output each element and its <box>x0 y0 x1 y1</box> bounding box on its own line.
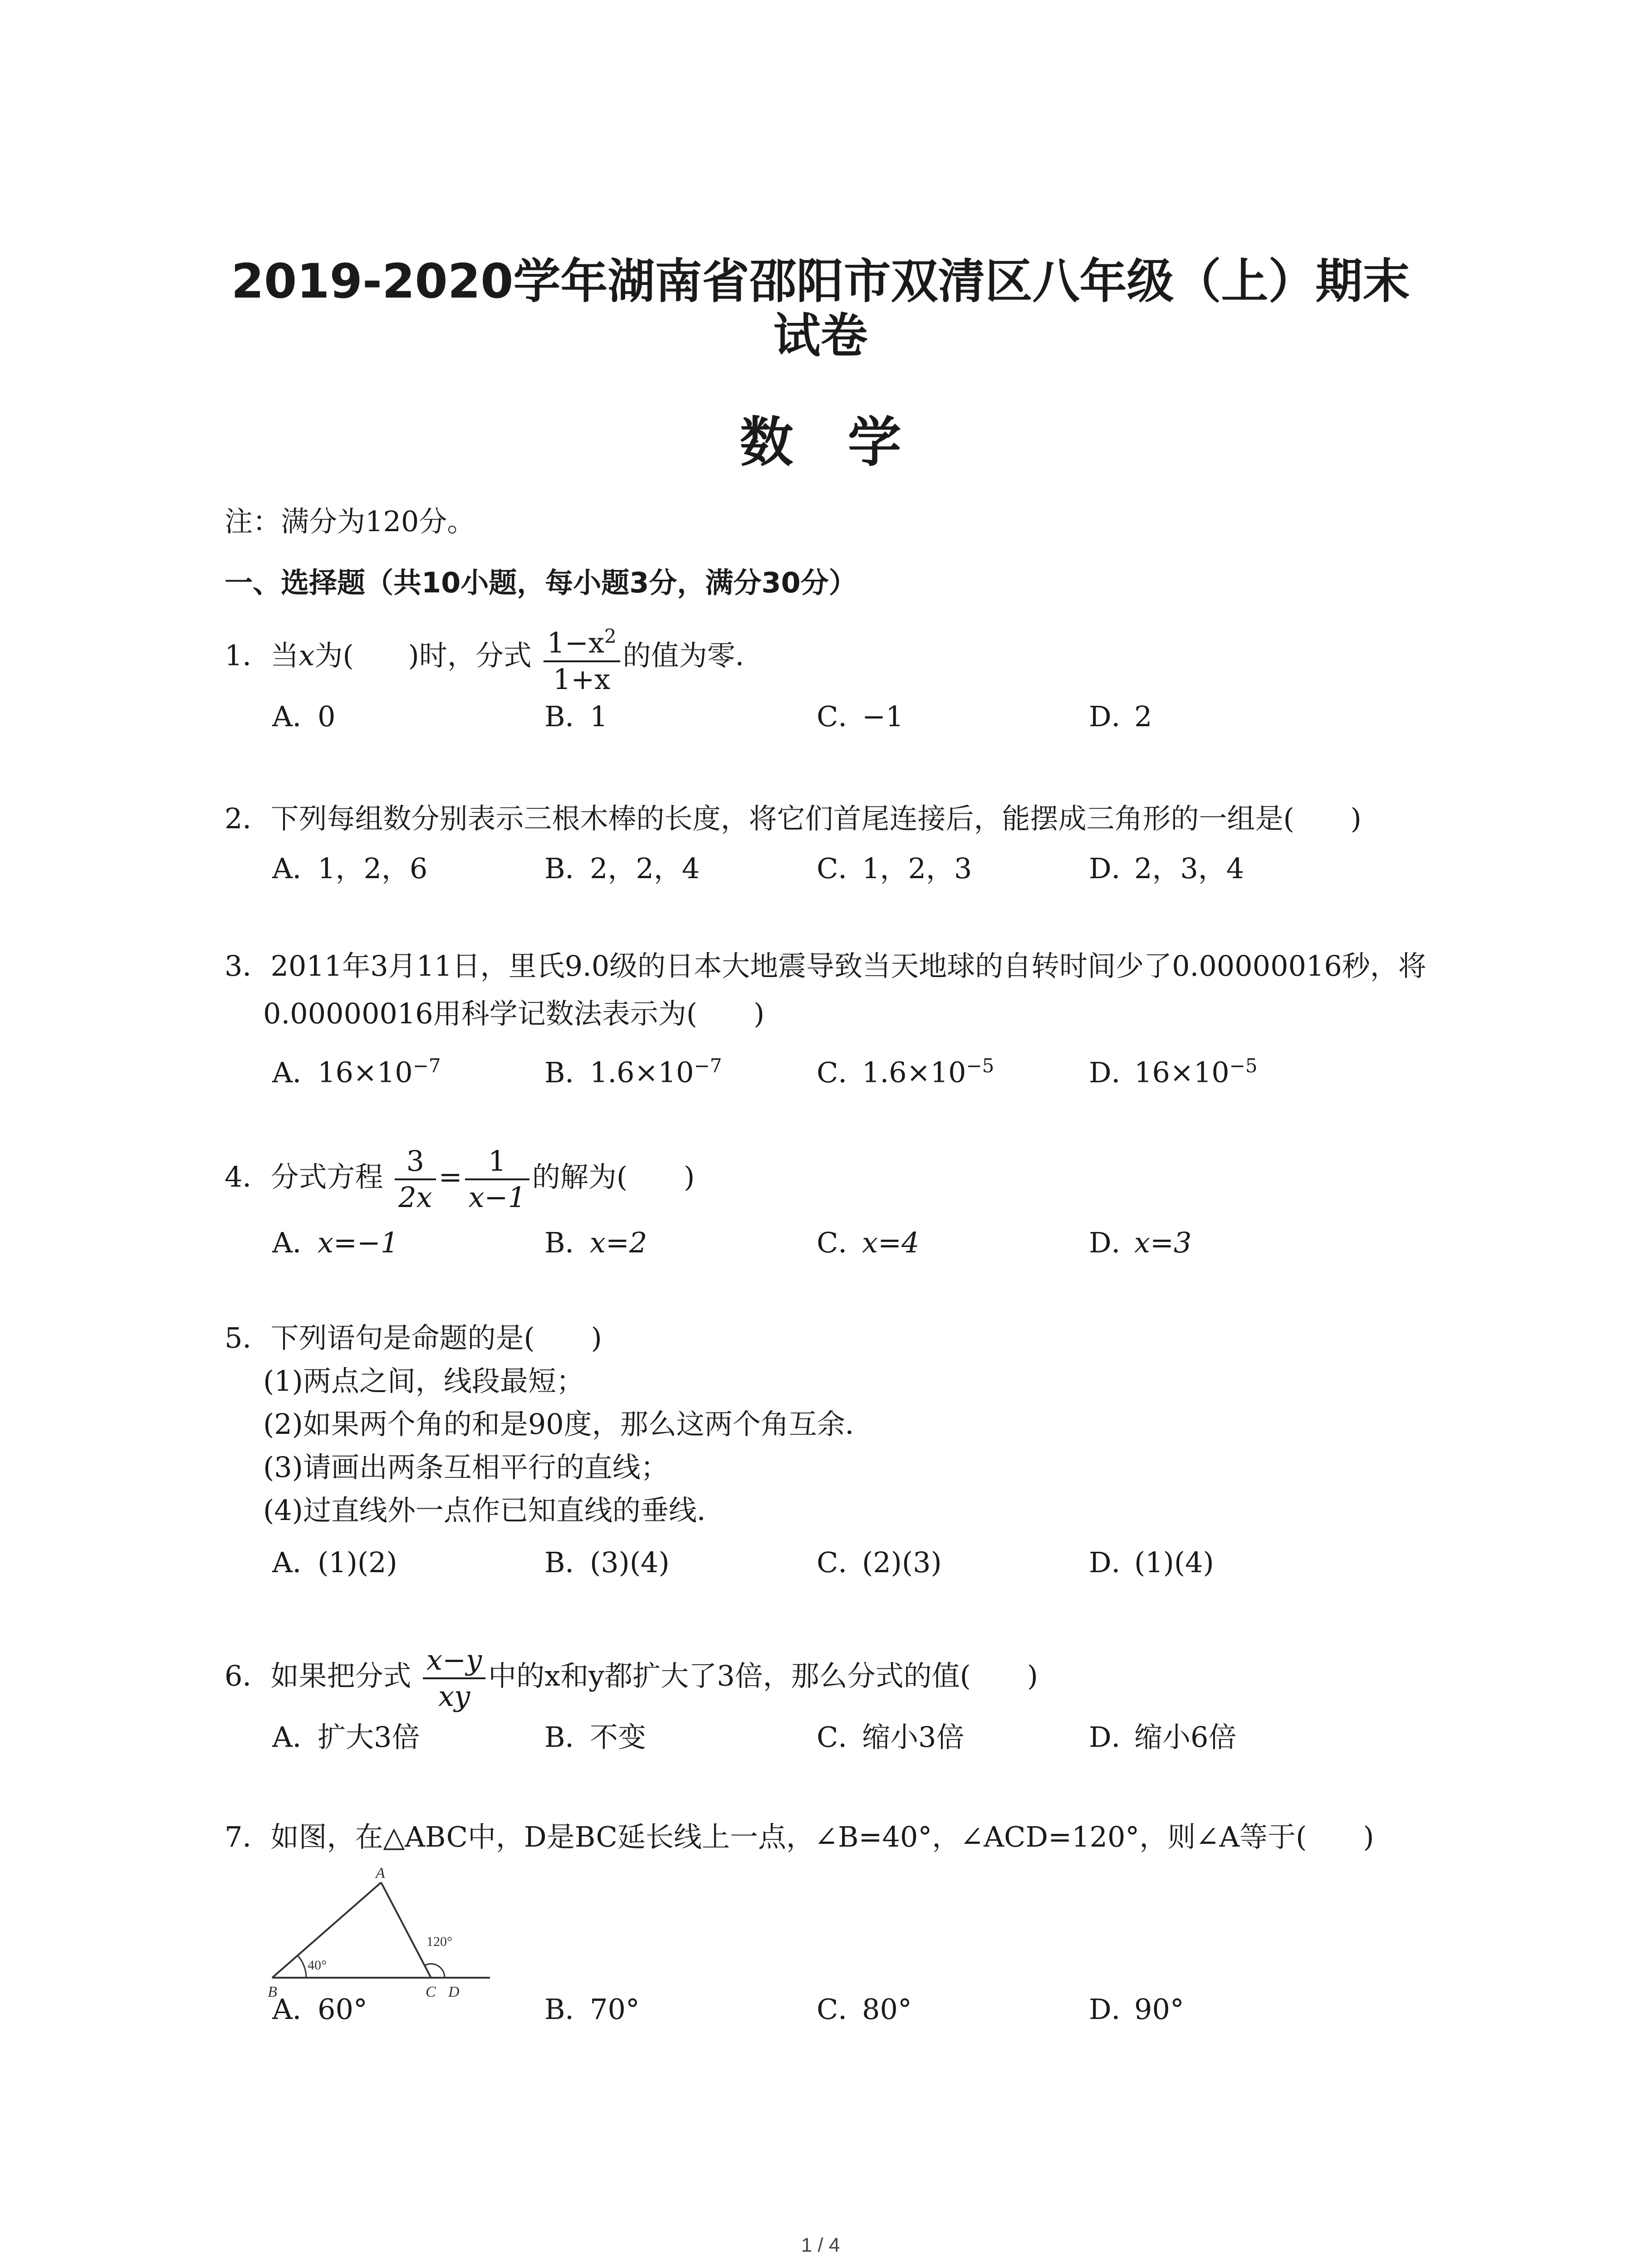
q1-option-c[interactable]: C．−1 <box>817 700 904 733</box>
label-d: D <box>448 1984 460 2000</box>
page-number: 1 / 4 <box>801 2234 840 2256</box>
question-3-line1: 3．2011年3月11日，里氏9.0级的日本大地震导致当天地球的自转时间少了0.00000016秒，将 <box>225 949 1426 982</box>
q4-fraction-left: $\frac{3}{2x}$ <box>395 1144 436 1215</box>
question-4 <box>225 1141 695 1215</box>
q2-option-c[interactable]: C．1，2，3 <box>817 852 972 885</box>
label-a: A <box>376 1865 385 1882</box>
question-1 <box>225 619 764 697</box>
document-title-line1: 2019-2020学年湖南省邵阳市双清区八年级（上）期末 <box>231 254 1410 309</box>
q6-text-end: 中的x和y都扩大了3倍，那么分式的值( ) <box>488 1659 1038 1692</box>
q6-fraction: $\frac{x-y}{xy}$ <box>423 1643 485 1714</box>
q7-option-d[interactable]: D．90° <box>1089 1993 1184 2026</box>
q4-equals: = <box>438 1160 462 1193</box>
q2-option-d[interactable]: D．2，3，4 <box>1089 852 1244 885</box>
q1-option-b[interactable]: B．1 <box>544 700 608 733</box>
q7-option-a[interactable]: A．60° <box>272 1993 367 2026</box>
angle-b-arc <box>298 1955 306 1978</box>
question-6 <box>225 1640 1038 1714</box>
q1-text-mid: 为( <box>314 639 354 672</box>
line-ac <box>381 1882 431 1978</box>
subject-title: 数学 <box>740 411 956 474</box>
q5-option-a[interactable]: A．(1)(2) <box>272 1546 397 1579</box>
document-title-line2: 试卷 <box>773 308 868 363</box>
q1-frac-den: 1+x <box>553 662 611 696</box>
q5-option-b[interactable]: B．(3)(4) <box>544 1546 670 1579</box>
q2-option-b[interactable]: B．2，2，4 <box>544 852 700 885</box>
q5-option-c[interactable]: C．(2)(3) <box>817 1546 942 1579</box>
q5-item-4: (4)过直线外一点作已知直线的垂线． <box>263 1494 725 1527</box>
label-c: C <box>426 1984 436 2000</box>
q6-text-pre: 6．如果把分式 <box>225 1659 411 1692</box>
q1-text-end: 的值为零． <box>622 639 764 672</box>
q5-option-d[interactable]: D．(1)(4) <box>1089 1546 1214 1579</box>
q4-fraction-right: $\frac{1}{x-1}$ <box>465 1144 529 1215</box>
q6-option-d[interactable]: D．缩小6倍 <box>1089 1721 1237 1754</box>
score-note: 注：满分为120分。 <box>225 505 475 538</box>
q6-option-a[interactable]: A．扩大3倍 <box>272 1721 420 1754</box>
q5-item-1: (1)两点之间，线段最短； <box>263 1364 584 1398</box>
q3-option-d[interactable]: D．$16\times 10^{-5}$ <box>1089 1055 1258 1089</box>
q4-option-b[interactable]: B．x=2 <box>544 1226 647 1259</box>
line-ab <box>272 1882 381 1978</box>
q1-option-a[interactable]: A．0 <box>272 700 336 733</box>
q3-option-b[interactable]: B．$1.6\times 10^{-7}$ <box>544 1055 722 1089</box>
q7-option-c[interactable]: C．80° <box>817 1993 912 2026</box>
q4-text-end: 的解为( ) <box>532 1160 695 1193</box>
q1-frac-num-sup: 2 <box>604 625 617 647</box>
q1-fraction <box>544 619 620 697</box>
q3-option-c[interactable]: C．$1.6\times 10^{-5}$ <box>817 1055 994 1089</box>
q5-item-3: (3)请画出两条互相平行的直线； <box>263 1451 669 1484</box>
label-b: B <box>268 1984 277 2000</box>
q3-option-a[interactable]: A．$16\times 10^{-7}$ <box>272 1055 441 1089</box>
question-3-line2: 0.00000016用科学记数法表示为( ) <box>263 997 765 1030</box>
q1-frac-num: 1−x <box>547 626 604 660</box>
q6-option-c[interactable]: C．缩小3倍 <box>817 1721 965 1754</box>
q6-option-b[interactable]: B．不变 <box>544 1721 647 1754</box>
angle-c-label: 120° <box>426 1934 452 1949</box>
q5-item-2: (2)如果两个角的和是90度，那么这两个角互余． <box>263 1408 873 1441</box>
q1-var: x <box>299 639 315 672</box>
q1-text-post: )时，分式 <box>408 639 532 672</box>
angle-b-label: 40° <box>308 1958 327 1973</box>
triangle-figure <box>254 1864 508 2000</box>
q4-option-d[interactable]: D．x=3 <box>1089 1226 1192 1259</box>
q2-option-a[interactable]: A．1，2，6 <box>272 852 428 885</box>
question-7: 7．如图，在△ABC中，D是BC延长线上一点，∠B=40°，∠ACD=120°，则∠A等于( ) <box>225 1820 1374 1853</box>
question-2: 2．下列每组数分别表示三根木棒的长度，将它们首尾连接后，能摆成三角形的一组是( ) <box>225 802 1362 835</box>
q4-option-c[interactable]: C．x=4 <box>817 1226 920 1259</box>
q4-text-pre: 4．分式方程 <box>225 1160 383 1193</box>
q4-option-a[interactable]: A．x=−1 <box>272 1226 399 1259</box>
q1-text-pre: 1．当 <box>225 639 299 672</box>
q1-option-d[interactable]: D．2 <box>1089 700 1152 733</box>
section-heading: 一、选择题（共10小题，每小题3分，满分30分） <box>225 566 857 599</box>
question-5: 5．下列语句是命题的是( ) <box>225 1321 602 1354</box>
q7-option-b[interactable]: B．70° <box>544 1993 640 2026</box>
